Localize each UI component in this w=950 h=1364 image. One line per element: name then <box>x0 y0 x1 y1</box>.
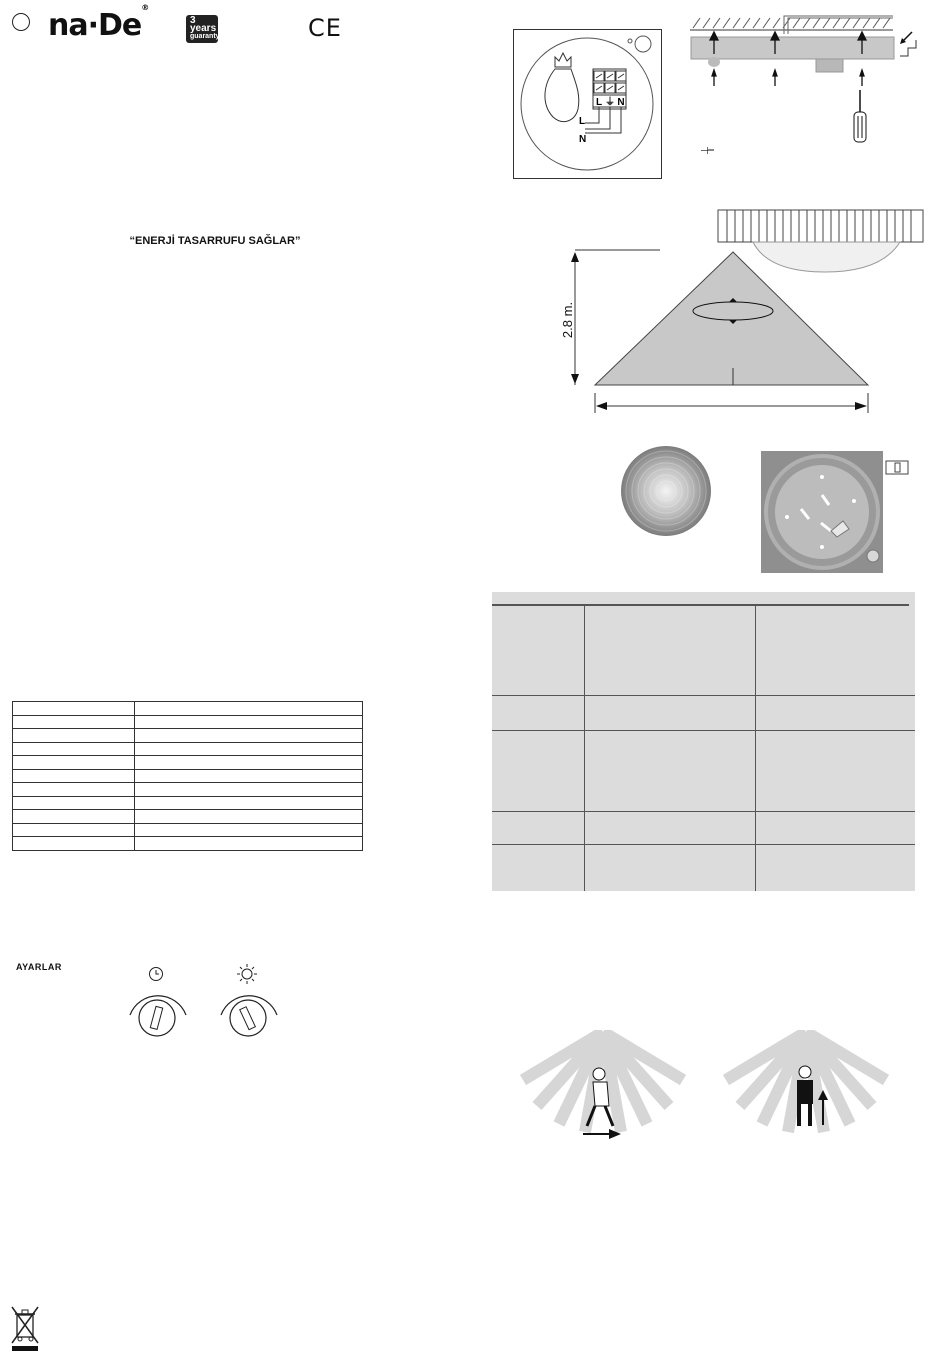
ceiling-mount-diagram <box>688 4 928 164</box>
wire-label-l: L <box>579 116 586 127</box>
sun-icon <box>242 969 252 979</box>
spec-value-cell <box>135 702 363 716</box>
spec-value-cell <box>135 756 363 770</box>
settings-label: AYARLAR <box>16 962 62 972</box>
spec-value-cell <box>135 837 363 851</box>
standing-person-icon <box>797 1066 813 1126</box>
tangential-motion-diagram <box>515 1030 690 1142</box>
spec-value-cell <box>135 796 363 810</box>
wiring-diagram <box>513 29 663 180</box>
weee-bin-icon <box>10 1305 40 1353</box>
spec-label-cell <box>13 702 135 716</box>
light-dial[interactable] <box>221 964 277 1036</box>
sensor-dome-image <box>619 444 714 539</box>
spec-label-cell <box>13 715 135 729</box>
spec-row <box>13 837 363 851</box>
spec-label-cell <box>13 837 135 851</box>
spec-value-cell <box>135 810 363 824</box>
spec-row <box>13 810 363 824</box>
brand-circle-mark <box>12 13 30 31</box>
spec-row <box>13 742 363 756</box>
spec-value-cell <box>135 742 363 756</box>
spec-label-cell <box>13 729 135 743</box>
spec-label-cell <box>13 783 135 797</box>
spec-label-cell <box>13 756 135 770</box>
screwdriver-icon <box>854 90 866 142</box>
spec-label-cell <box>13 810 135 824</box>
spec-row <box>13 783 363 797</box>
spec-value-cell <box>135 769 363 783</box>
spec-row <box>13 715 363 729</box>
slogan-text: “ENERJİ TASARRUFU SAĞLAR” <box>129 235 301 247</box>
terminal-label-l: L <box>595 97 603 108</box>
spec-value-cell <box>135 715 363 729</box>
terminal-block <box>593 69 626 109</box>
troubleshooting-table <box>492 592 915 891</box>
base-plate-image <box>761 451 911 574</box>
detection-range-diagram <box>555 208 930 418</box>
brand-logo: na·De® <box>48 3 149 43</box>
spec-value-cell <box>135 729 363 743</box>
spec-label-cell <box>13 769 135 783</box>
time-dial[interactable] <box>130 968 186 1037</box>
spec-row <box>13 796 363 810</box>
ce-mark: CE <box>308 14 342 42</box>
spec-row <box>13 769 363 783</box>
spec-table <box>12 701 363 851</box>
spec-label-cell <box>13 823 135 837</box>
terminal-label-n: N <box>617 97 625 108</box>
wire-label-n: N <box>579 134 587 145</box>
spec-label-cell <box>13 742 135 756</box>
settings-dials <box>120 960 290 1045</box>
spec-label-cell <box>13 796 135 810</box>
svg-text:⊣: ⊣ <box>700 146 709 157</box>
spec-value-cell <box>135 783 363 797</box>
terminal-label-ground: ⏚ <box>605 97 615 108</box>
spec-value-cell <box>135 823 363 837</box>
mounting-hole <box>635 36 651 52</box>
spec-row <box>13 729 363 743</box>
spec-row <box>13 702 363 716</box>
height-label: 2.8 m. <box>560 301 575 339</box>
warranty-badge: 3 years guaranty <box>186 15 218 43</box>
spec-row <box>13 756 363 770</box>
spec-row <box>13 823 363 837</box>
radial-motion-diagram <box>720 1030 895 1142</box>
